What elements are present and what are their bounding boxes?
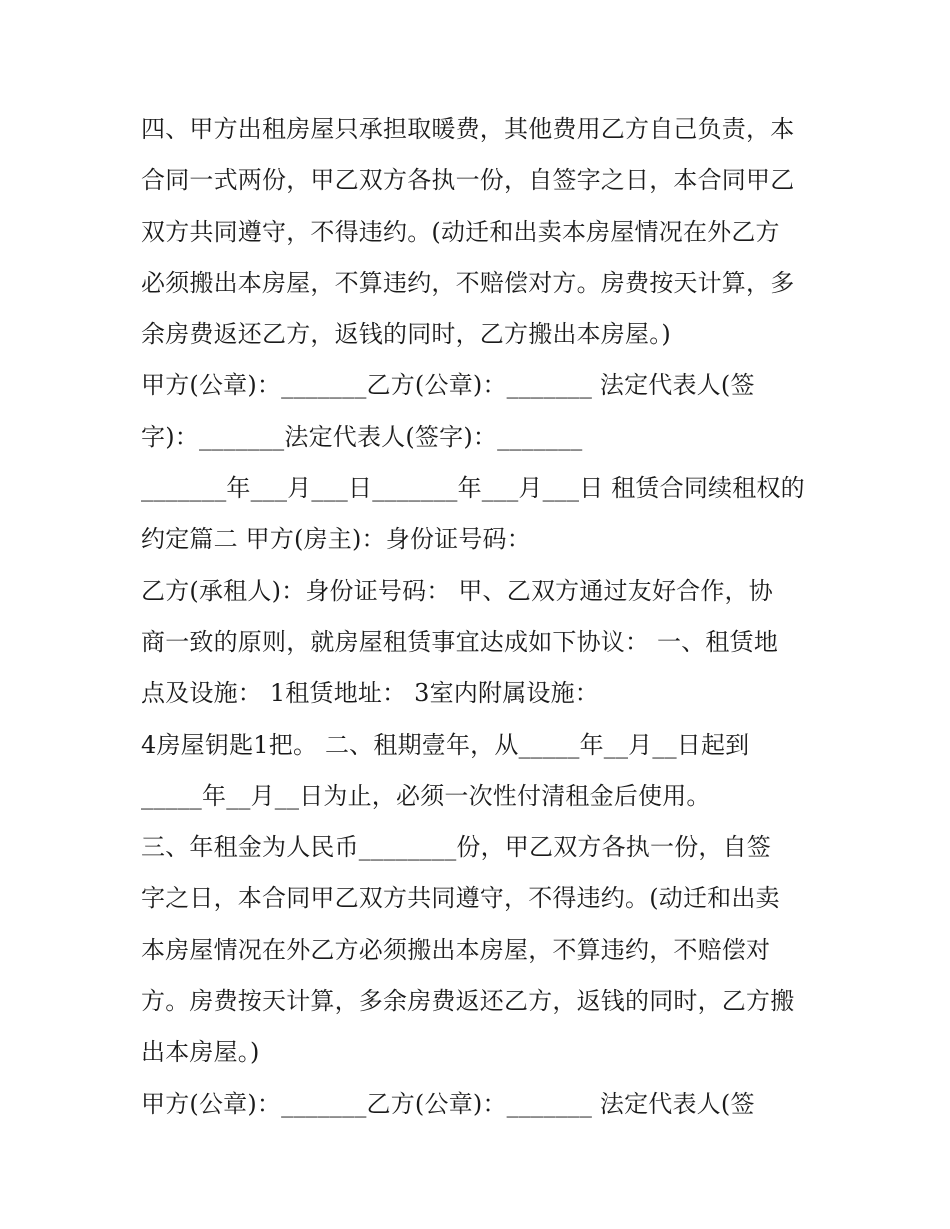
text-line: 4房屋钥匙1把。 二、租期壹年，从_____年__月__日起到 (141, 730, 750, 759)
text-line: 合同一式两份，甲乙双方各执一份，自签字之日，本合同甲乙 (141, 166, 795, 195)
text-line: 四、甲方出租房屋只承担取暖费，其他费用乙方自己负责，本 (141, 115, 795, 143)
text-line: _____年__月__日为止，必须一次性付清租金后使用。 (141, 781, 711, 810)
signature-line: 甲方(公章)：_______乙方(公章)：_______ 法定代表人(签 (141, 371, 755, 400)
text-line: 双方共同遵守，不得违约。(动迁和出卖本房屋情况在外乙方 (141, 217, 780, 246)
document-body (141, 104, 821, 1130)
text-line: 点及设施： 1租赁地址： 3室内附属设施： (141, 679, 599, 708)
text-line: 出本房屋。) (141, 1038, 260, 1067)
signature-line: 甲方(公章)：_______乙方(公章)：_______ 法定代表人(签 (141, 1089, 755, 1118)
text-line: 字之日，本合同甲乙双方共同遵守，不得违约。(动迁和出卖 (141, 884, 780, 913)
text-line: 乙方(承租人)：身份证号码： 甲、乙双方通过友好合作，协 (141, 576, 773, 605)
date-line: _______年___月___日_______年___月___日 租赁合同续租权的 (141, 474, 805, 503)
text-line: 本房屋情况在外乙方必须搬出本房屋，不算违约，不赔偿对 (141, 935, 771, 964)
text-line: 三、年租金为人民币________份，甲乙双方各执一份，自签 (141, 833, 771, 862)
signature-line: 字)：_______法定代表人(签字)：_______ (141, 422, 583, 451)
text-line: 方。房费按天计算，多余房费返还乙方，返钱的同时，乙方搬 (141, 987, 795, 1016)
text-line: 商一致的原则，就房屋租赁事宜达成如下协议： 一、租赁地 (141, 627, 779, 656)
text-line: 余房费返还乙方，返钱的同时，乙方搬出本房屋。) (141, 320, 671, 349)
text-line: 约定篇二 甲方(房主)：身份证号码： (141, 525, 531, 554)
text-line: 必须搬出本房屋，不算违约，不赔偿对方。房费按天计算，多 (141, 268, 795, 297)
